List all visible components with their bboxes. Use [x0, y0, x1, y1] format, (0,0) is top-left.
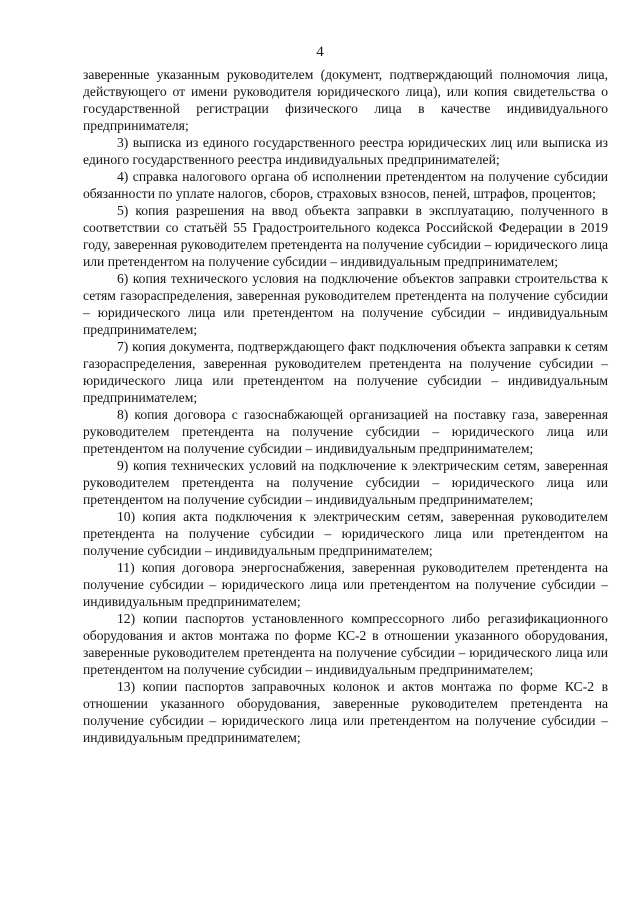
paragraph-item-7: 7) копия документа, подтверждающего факт подключения объекта заправки к сетям газораспределения, заверенная руководителем претендента на получение субсидии – юридического лица или претендентом на получение субсидии – индивидуальным предпринимателем; — [83, 339, 608, 405]
paragraph-item-6: 6) копия технического условия на подключение объектов заправки строительства к сетям газораспределения, заверенная руководителем претендента на получение субсидии – юридического лица или претендентом на получение субсидии – индивидуальным предпринимателем; — [83, 271, 608, 337]
paragraph-continuation: заверенные указанным руководителем (документ, подтверждающий полномочия лица, действующего от имени руководителя юридического лица), или копия свидетельства о государственной регистрации физического лица в качестве индивидуального предпринимателя; — [83, 67, 608, 133]
paragraph-item-13: 13) копии паспортов заправочных колонок и актов монтажа по форме КС-2 в отношении указанного оборудования, заверенные руководителем претендента на получение субсидии – юридического лица или претендентом на получение субсидии – индивидуальным предпринимателем; — [83, 679, 608, 745]
paragraph-item-8: 8) копия договора с газоснабжающей организацией на поставку газа, заверенная руководителем претендента на получение субсидии – юридического лица или претендентом на получение субсидии – индивидуальным предпринимателем; — [83, 407, 608, 456]
page-number: 4 — [316, 44, 324, 60]
document-body — [83, 66, 608, 746]
paragraph-item-4: 4) справка налогового органа об исполнении претендентом на получение субсидии обязанности по уплате налогов, сборов, страховых взносов, пеней, штрафов, процентов; — [83, 169, 608, 201]
paragraph-item-5: 5) копия разрешения на ввод объекта заправки в эксплуатацию, полученного в соответствии со статьёй 55 Градостроительного кодекса Российской Федерации в 2019 году, заверенная руководителем претендента на получение субсидии – юридического лица или претендентом на получение субсидии – индивидуальным предпринимателем; — [83, 203, 608, 269]
paragraph-item-9: 9) копия технических условий на подключение к электрическим сетям, заверенная руководителем претендента на получение субсидии – юридического лица или претендентом на получение субсидии – индивидуальным предпринимателем; — [83, 458, 608, 507]
paragraph-item-12: 12) копии паспортов установленного компрессорного либо регазификационного оборудования и актов монтажа по форме КС-2 в отношении указанного оборудования, заверенные руководителем претендента на получение субсидии – юридического лица или претендентом на получение субсидии – индивидуальным предпринимателем; — [83, 611, 608, 677]
paragraph-item-11: 11) копия договора энергоснабжения, заверенная руководителем претендента на получение субсидии – юридического лица или претендентом на получение субсидии – индивидуальным предпринимателем; — [83, 560, 608, 609]
paragraph-item-3: 3) выписка из единого государственного реестра юридических лиц или выписка из единого государственного реестра индивидуальных предпринимателей; — [83, 135, 608, 167]
paragraph-item-10: 10) копия акта подключения к электрическим сетям, заверенная руководителем претендента на получение субсидии – юридического лица или претендентом на получение субсидии – индивидуальным предпринимателем; — [83, 509, 608, 558]
